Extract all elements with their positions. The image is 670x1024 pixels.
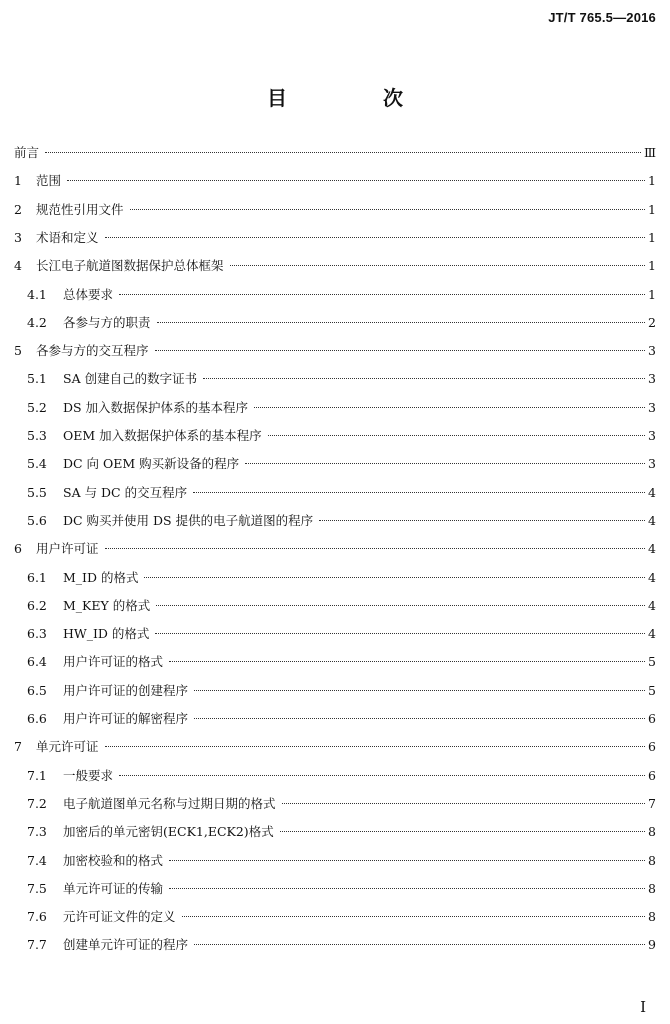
toc-entry-number: 7.1 (27, 767, 47, 783)
toc-entry-title: 范围 (36, 173, 62, 189)
toc-entry-number: 5 (14, 343, 22, 359)
toc-entry-title: DC 购买并使用 DS 提供的电子航道图的程序 (63, 512, 314, 528)
toc-entry-page: 4 (648, 512, 656, 528)
toc-entry[interactable] (27, 426, 656, 446)
toc-entry-page: 3 (648, 456, 656, 472)
toc-entry-page: 8 (648, 880, 656, 896)
toc-entry[interactable] (27, 568, 656, 588)
toc-entry[interactable] (27, 652, 656, 672)
toc-entry-number: 5.3 (27, 428, 47, 443)
toc-entry-title: 长江电子航道图数据保护总体框架 (36, 258, 224, 274)
toc-entry-number: 6.4 (27, 654, 47, 670)
toc-entry-page: 5 (648, 654, 656, 670)
toc-entry-number: 7 (14, 739, 22, 755)
toc-entry-number: 3 (14, 229, 22, 245)
dot-leader (282, 803, 645, 804)
toc-entry-number: 1 (14, 173, 22, 189)
toc-entry-title: 术语和定义 (36, 229, 99, 245)
dot-leader (230, 265, 645, 266)
toc-entry-number: 4.2 (27, 314, 47, 330)
toc-entry[interactable] (27, 851, 656, 871)
toc-entry-number: 7.2 (27, 795, 47, 811)
dot-leader (268, 435, 645, 436)
toc-entry-page: 8 (648, 824, 656, 840)
standard-code: JT/T 765.5—2016 (548, 10, 656, 25)
dot-leader (194, 944, 645, 945)
toc-entry-page: 7 (648, 795, 656, 811)
toc-entry-page: 1 (648, 229, 656, 245)
toc-entry[interactable] (27, 794, 656, 814)
toc-entry-title: 创建单元许可证的程序 (63, 937, 189, 953)
toc-entry-title: M_ID 的格式 (63, 569, 139, 585)
toc-entry-title: DS 加入数据保护体系的基本程序 (63, 399, 249, 415)
dot-leader (157, 322, 645, 323)
toc-entry-page: 8 (648, 909, 656, 925)
toc-entry-page: 3 (648, 428, 656, 443)
dot-leader (254, 407, 645, 408)
toc-entry-page: 9 (648, 937, 656, 953)
dot-leader (280, 831, 645, 832)
toc-entry-page: 1 (648, 258, 656, 274)
dot-leader (194, 718, 645, 719)
toc-entry-title: 用户许可证的解密程序 (63, 711, 189, 726)
toc-entry-title: DC 向 OEM 购买新设备的程序 (63, 456, 240, 472)
dot-leader (182, 916, 645, 917)
toc-entry[interactable] (27, 766, 656, 786)
toc-entry-page: 3 (648, 371, 656, 387)
toc-entry-number: 6.2 (27, 597, 47, 613)
toc-entry-page: 8 (648, 852, 656, 868)
toc-entry-number: 7.5 (27, 880, 47, 896)
toc-entry[interactable] (14, 737, 656, 757)
toc-entry[interactable] (14, 256, 656, 276)
toc-entry[interactable] (27, 285, 656, 305)
toc-entry-number: 4 (14, 258, 22, 274)
dot-leader (45, 152, 641, 153)
page-number: I (640, 998, 646, 1016)
toc-entry-page: 4 (648, 541, 656, 557)
dot-leader (245, 463, 645, 464)
toc-entry-number: 6.6 (27, 711, 47, 726)
toc-entry[interactable] (27, 454, 656, 474)
toc-entry[interactable] (27, 879, 656, 899)
dot-leader (155, 350, 645, 351)
dot-leader (67, 180, 645, 181)
dot-leader (144, 577, 645, 578)
dot-leader (105, 237, 645, 238)
dot-leader (156, 605, 645, 606)
dot-leader (169, 661, 645, 662)
toc-entry-page: 6 (648, 739, 656, 755)
toc-entry-page: 3 (648, 399, 656, 415)
toc-entry-title: M_KEY 的格式 (63, 597, 151, 613)
toc-entry-title: 一般要求 (63, 767, 114, 783)
toc-entry-number: 6.3 (27, 626, 47, 642)
toc-entry-number: 5.2 (27, 399, 47, 415)
toc-entry-title: OEM 加入数据保护体系的基本程序 (63, 428, 262, 443)
toc-entry-title: SA 与 DC 的交互程序 (63, 484, 188, 500)
dot-leader (193, 492, 645, 493)
toc-entry[interactable] (27, 822, 656, 842)
toc-title: 目 次 (267, 86, 441, 110)
toc-entry[interactable] (27, 596, 656, 616)
toc-entry-number: 7.3 (27, 824, 47, 840)
toc-entry[interactable] (27, 369, 656, 389)
toc-entry-title: 电子航道图单元名称与过期日期的格式 (63, 795, 276, 811)
toc-entry-number: 5.1 (27, 371, 47, 387)
toc-entry[interactable] (27, 709, 656, 729)
dot-leader (105, 746, 645, 747)
toc-entry-title: 规范性引用文件 (36, 201, 124, 217)
toc-entry-title: 加密后的单元密钥(ECK1,ECK2)格式 (63, 824, 274, 840)
toc-entry[interactable] (14, 228, 656, 248)
toc-entry[interactable] (27, 907, 656, 927)
toc-entry-page: 3 (648, 343, 656, 359)
toc-entry[interactable] (27, 624, 656, 644)
toc-entry-title: SA 创建自己的数字证书 (63, 371, 198, 387)
toc-entry-title: 前言 (14, 145, 40, 160)
dot-leader (319, 520, 645, 521)
toc-entry-title: 用户许可证的创建程序 (63, 682, 189, 698)
toc-entry[interactable] (27, 681, 656, 701)
toc-entry[interactable] (27, 313, 656, 333)
dot-leader (105, 548, 645, 549)
toc-entry[interactable] (14, 200, 656, 220)
toc-entry-number: 6.5 (27, 682, 47, 698)
dot-leader (203, 378, 645, 379)
toc-entry-title: 用户许可证 (36, 541, 99, 557)
toc-entry-number: 7.4 (27, 852, 47, 868)
toc-entry[interactable] (14, 171, 656, 191)
toc-entry-page: 4 (648, 626, 656, 642)
toc-entry[interactable] (27, 935, 656, 955)
toc-entry-page: Ⅲ (643, 145, 656, 160)
dot-leader (155, 633, 645, 634)
toc-entry[interactable] (27, 398, 656, 418)
toc-entry-page: 1 (648, 286, 656, 302)
dot-leader (169, 860, 645, 861)
toc-entry[interactable] (14, 143, 656, 163)
toc-entry-number: 5.6 (27, 512, 47, 528)
toc-entry-title: 元许可证文件的定义 (63, 909, 176, 925)
toc-entry-page: 6 (648, 767, 656, 783)
toc-entry-number: 5.4 (27, 456, 47, 472)
toc-entry[interactable] (14, 341, 656, 361)
toc-entry-number: 2 (14, 201, 22, 217)
toc-entry-title: HW_ID 的格式 (63, 626, 150, 642)
toc-entry-page: 4 (648, 484, 656, 500)
toc-entry-page: 4 (648, 569, 656, 585)
dot-leader (119, 775, 645, 776)
toc-entry-number: 6 (14, 541, 22, 557)
toc-entry-title: 各参与方的交互程序 (36, 343, 149, 359)
toc-entry-page: 4 (648, 597, 656, 613)
dot-leader (169, 888, 645, 889)
toc-entry-page: 6 (648, 711, 656, 726)
toc-entry-title: 各参与方的职责 (63, 314, 151, 330)
toc-entry-number: 7.6 (27, 909, 47, 925)
toc-entry-page: 1 (648, 201, 656, 217)
toc-entry-page: 1 (648, 173, 656, 189)
dot-leader (194, 690, 645, 691)
toc-entry-number: 4.1 (27, 286, 47, 302)
toc-entry[interactable] (27, 483, 656, 503)
toc-entry-page: 2 (648, 314, 656, 330)
dot-leader (130, 209, 645, 210)
dot-leader (119, 294, 645, 295)
toc-entry-title: 单元许可证的传输 (63, 880, 164, 896)
toc-entry[interactable] (14, 539, 656, 559)
toc-entry-title: 总体要求 (63, 286, 114, 302)
toc-entry-number: 7.7 (27, 937, 47, 953)
toc-entry-title: 单元许可证 (36, 739, 99, 755)
toc-entry-page: 5 (648, 682, 656, 698)
toc-entry[interactable] (27, 511, 656, 531)
toc-entry-title: 加密校验和的格式 (63, 852, 164, 868)
toc-entry-number: 5.5 (27, 484, 47, 500)
toc-entry-number: 6.1 (27, 569, 47, 585)
toc-entry-title: 用户许可证的格式 (63, 654, 164, 670)
